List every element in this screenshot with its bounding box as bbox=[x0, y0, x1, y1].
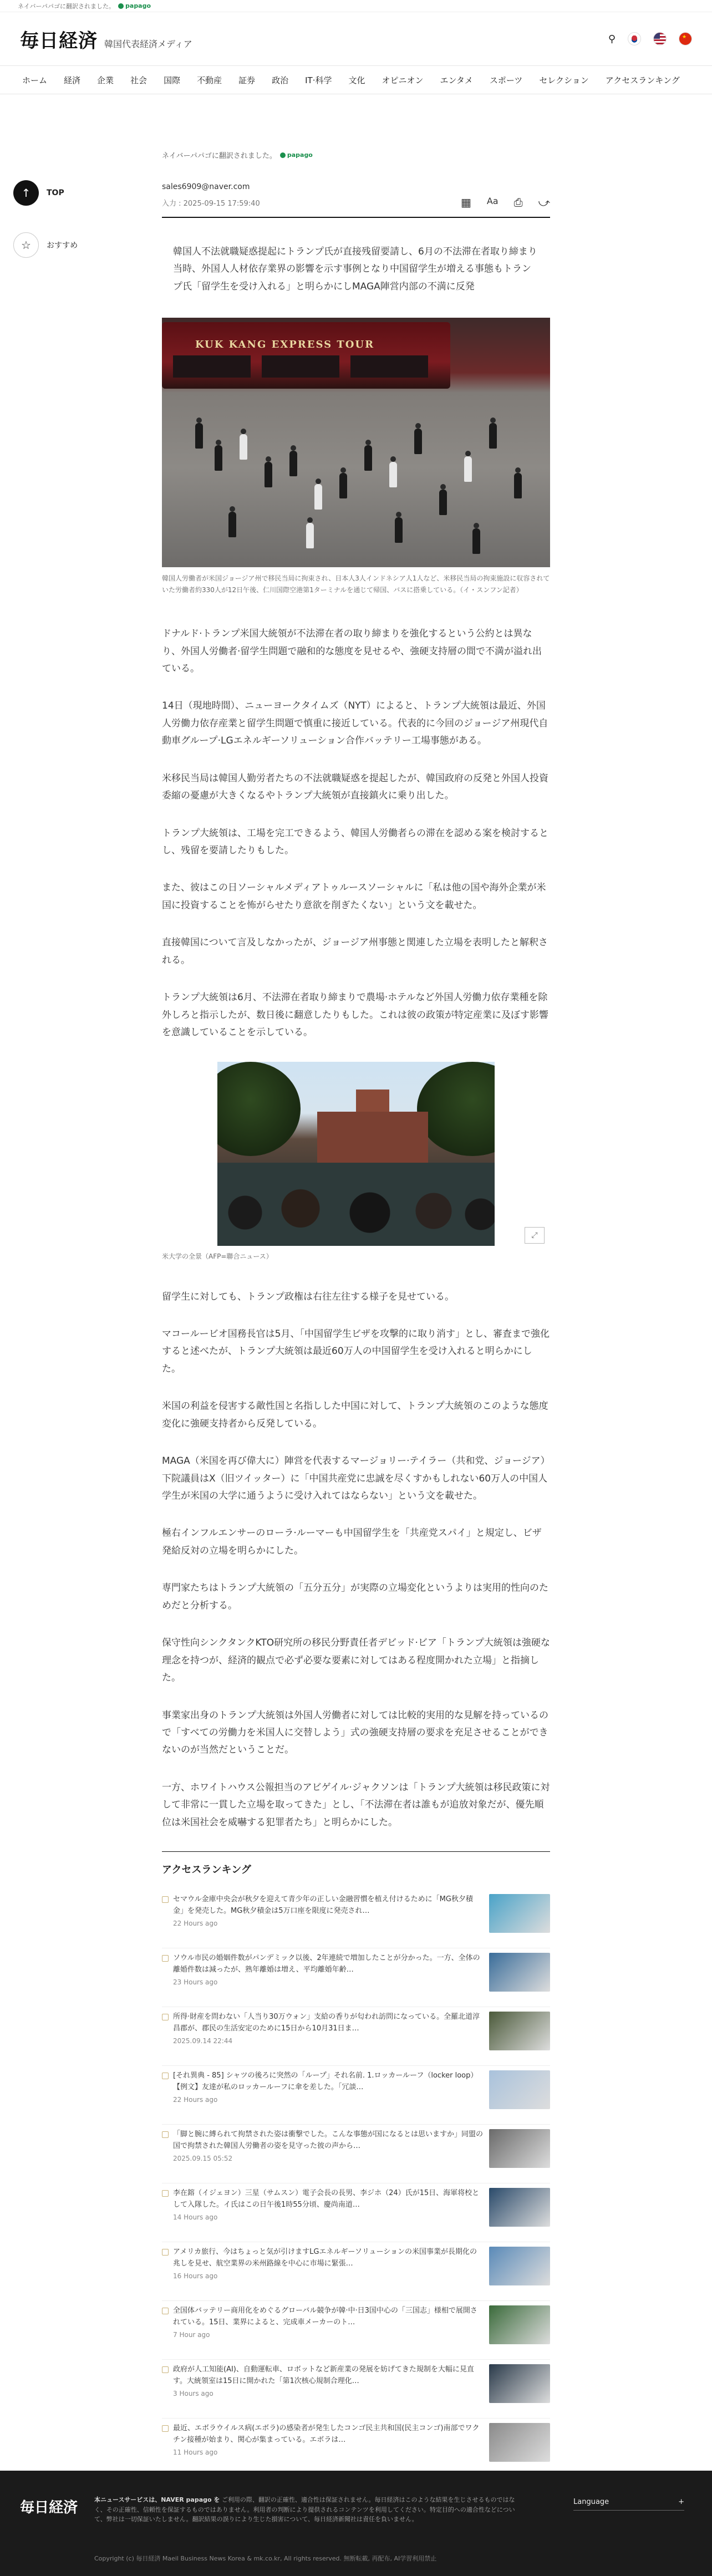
ranking-time: 14 Hours ago bbox=[173, 2213, 218, 2221]
rank-marker-icon bbox=[162, 2131, 169, 2138]
ranking-time: 11 Hours ago bbox=[173, 2448, 218, 2456]
logo-subtitle: 韓国代表経済メディア bbox=[104, 38, 192, 49]
search-icon[interactable]: ⚲ bbox=[608, 33, 616, 45]
access-ranking bbox=[162, 1851, 550, 2477]
papago-logo: papago bbox=[280, 151, 313, 159]
ranking-time: 2025.09.15 05:52 bbox=[173, 2154, 233, 2162]
star-icon[interactable]: ☆ bbox=[13, 232, 39, 258]
nav-item[interactable]: 国際 bbox=[164, 75, 181, 85]
article-paragraph: 事業家出身のトランプ大統領は外国人労働者に対しては比較的実用的な見解を持っているので「すべての労働力を米国人に交替しよう」式の強硬支持層の要求を充足させることができないのが当然だということだ。 bbox=[162, 1709, 548, 1756]
nav-item[interactable]: アクセスランキング bbox=[605, 75, 680, 85]
ranking-item-body[interactable] bbox=[162, 2364, 484, 2397]
article-paragraph: 直接韓国について言及しなかったが、ジョージア州事態と関連した立場を表明したと解釈される。 bbox=[162, 937, 548, 966]
ranking-thumbnail[interactable] bbox=[489, 2364, 550, 2403]
us-flag-icon[interactable] bbox=[653, 32, 667, 45]
ranking-item[interactable] bbox=[162, 2242, 550, 2301]
font-size-icon[interactable]: Aa bbox=[486, 196, 499, 206]
ranking-thumbnail[interactable] bbox=[489, 2129, 550, 2168]
ranking-headline[interactable]: アメリカ旅行、今はちょっと気が引けますLGエネルギーソリューションの米国事業が長期化の兆しを見せ、航空業界の米州路線を中心に市場に緊張… bbox=[173, 2248, 477, 2268]
ranking-item[interactable] bbox=[162, 2419, 550, 2477]
ranking-headline[interactable]: ソウル市民の婚姻件数がパンデミック以後、2年連続で増加したことが分かった。一方、全体の離婚件数は減ったが、熟年離婚は増え、平均離婚年齢… bbox=[173, 1954, 480, 1974]
ranking-item-body[interactable] bbox=[162, 2012, 484, 2045]
article-paragraph: 14日（現地時間）、ニューヨークタイムズ（NYT）によると、トランプ大統領は最近、外国人労働力依存産業と留学生問題で慎重に接近している。代表的に今回のジョージア州現代自動車グループ·LGエネルギーソリューション合作バッテリー工場事態がある。 bbox=[162, 700, 548, 747]
footer-body: ご利用の際、翻訳の正確性、適合性は保証されません。毎日経済はこのような結果を生じさせるものではなく、その正確性、信頼性を保証するものではありません。利用者の判断により提供されるコンテンツを利用してください。特定目的への適合性などについて、弊社は一切保証いたしません。翻訳結果の誤りにより生じた損害について、毎日経済新聞社は責任を負いません。 bbox=[94, 2496, 515, 2523]
site-logo[interactable] bbox=[20, 26, 192, 53]
article-photo-2 bbox=[217, 1062, 495, 1246]
ranking-headline[interactable]: 李在鎔（イジェヨン）三星（サムスン）電子会長の長男、李ジホ（24）氏が15日、海軍将校として入隊した。イ氏はこの日午後1時55分頃、慶尚南道… bbox=[173, 2189, 480, 2209]
article-paragraph: ドナルド·トランプ米国大統領が不法滞在者の取り締まりを強化するという公約とは異なり、外国人労働者·留学生問題で融和的な態度を見せるや、強硬支持層の間で不満が溢れ出ている。 bbox=[162, 628, 542, 674]
rank-marker-icon bbox=[162, 2014, 169, 2020]
main-nav bbox=[0, 65, 712, 94]
bus-image bbox=[162, 322, 450, 389]
article-paragraph: 保守性向シンクタンクKTO研究所の移民分野責任者デビッド·ビア「トランプ大統領は強硬な理念を持つが、経済的観点で必ず必要な要素に対してはある程度開かれた立場」と指摘した。 bbox=[162, 1637, 550, 1684]
ranking-thumbnail[interactable] bbox=[489, 2188, 550, 2227]
page-body bbox=[0, 94, 712, 2565]
nav-item[interactable]: 経済 bbox=[64, 75, 81, 85]
article-paragraph: 米国の利益を侵害する敵性国と名指しした中国に対して、トランプ大統領のこのような態度変化に強硬支持者から反発している。 bbox=[162, 1401, 548, 1429]
ranking-item-body[interactable] bbox=[162, 1894, 484, 1927]
article-paragraph: マコールービオ国務長官は5月、「中国留学生ビザを攻撃的に取り消す」とし、審査まで強化すると述べたが、トランプ大統領は最近60万人の中国留学生を受け入れると明らかにした。 bbox=[162, 1328, 550, 1374]
print-icon[interactable]: ⎙ bbox=[513, 196, 523, 209]
photo-1-caption: 韓国人労働者が米国ジョージア州で移民当局に拘束され、日本人3人インドネシア人1人など、米移民当局の拘束施設に収容されていた労働者約330人が12日午後、仁川国際空港第1ターミナルを通じて帰国、バスに搭乗している。（イ・スンフン記者） bbox=[162, 574, 550, 594]
nav-item[interactable]: 政治 bbox=[272, 75, 289, 85]
byline[interactable]: sales6909@naver.com bbox=[162, 182, 250, 191]
article-paragraph: 専門家たちはトランプ大統領の「五分五分」が実際の立場変化というよりは実用的性向のためだと分析する。 bbox=[162, 1582, 548, 1611]
article-body-2 bbox=[162, 1289, 550, 1832]
rank-marker-icon bbox=[162, 2366, 169, 2373]
ranking-item[interactable] bbox=[162, 2066, 550, 2125]
ranking-item[interactable] bbox=[162, 2007, 550, 2066]
ranking-time: 2025.09.14 22:44 bbox=[173, 2037, 233, 2045]
article-paragraph: トランプ大統領は6月、不法滞在者取り締まりで農場·ホテルなど外国人労働力依存業種を除外しろと指示したが、数日後に翻意したりもした。これは彼の政策が特定産業に及ぼす影響を意識していることを示している。 bbox=[162, 992, 548, 1038]
top-button[interactable] bbox=[13, 180, 80, 206]
top-label: TOP bbox=[47, 189, 64, 197]
ranking-item[interactable] bbox=[162, 1890, 550, 1948]
article-photo-1 bbox=[162, 318, 550, 567]
rank-marker-icon bbox=[162, 2425, 169, 2432]
ranking-item[interactable] bbox=[162, 2301, 550, 2360]
article-tools bbox=[461, 196, 550, 209]
rank-marker-icon bbox=[162, 1955, 169, 1962]
ranking-headline[interactable]: 全国体バッテリー商用化をめぐるグローバル競争が韓·中·日3国中心の「三国志」様相で展開されている。15日、業界によると、完成車メーカーのト… bbox=[173, 2307, 477, 2326]
ranking-headline[interactable]: [それ異典 - 85] シャツの後ろに突然の「ループ」それ名前. 1.ロッカールーフ（locker loop）【例文】友達が私のロッカールーフに傘を差した。「冗談… bbox=[173, 2071, 478, 2091]
site-footer bbox=[0, 2471, 712, 2576]
china-flag-icon[interactable] bbox=[679, 32, 692, 45]
article-paragraph: 一方、ホワイトハウス公報担当のアビゲイル·ジャクソンは「トランプ大統領は移民政策に対して非常に一貫した立場を取ってきた」とし、「不法滞在者は誰もが追放対象だが、優先順位は米国社会を威嚇する犯罪者たち」と明らかにした。 bbox=[162, 1781, 550, 1828]
rank-marker-icon bbox=[162, 2073, 169, 2079]
ranking-thumbnail[interactable] bbox=[489, 2423, 550, 2462]
ranking-item[interactable] bbox=[162, 1948, 550, 2007]
recommend-button[interactable] bbox=[13, 232, 80, 258]
article-paragraph: 極右インフルエンサーのローラ·ルーマーも中国留学生を「共産党スパイ」と規定し、ビザ発給反対の立場を明らかにした。 bbox=[162, 1528, 542, 1556]
nav-item[interactable]: IT·科学 bbox=[305, 75, 332, 85]
ranking-item-body[interactable] bbox=[162, 1953, 484, 1986]
ranking-time: 7 Hour ago bbox=[173, 2330, 210, 2339]
copyright: Copyright (c) 毎日経済 Maeil Business News Korea & mk.co.kr, All rights reserved. 無断転載, 再配布, AI学習利用禁止 bbox=[94, 2555, 437, 2562]
arrow-up-icon[interactable]: ↑ bbox=[13, 180, 39, 206]
ranking-item[interactable] bbox=[162, 2125, 550, 2183]
rank-marker-icon bbox=[162, 2249, 169, 2256]
footer-lead: 本ニュースサービスは、NAVER papago を bbox=[94, 2496, 220, 2503]
rank-marker-icon bbox=[162, 2308, 169, 2314]
nav-item[interactable]: 企業 bbox=[97, 75, 114, 85]
ranking-thumbnail[interactable] bbox=[489, 2012, 550, 2050]
logo-text[interactable]: 毎日経済 bbox=[20, 29, 98, 52]
article-paragraph: 留学生に対しても、トランプ政権は右往左往する様子を見せている。 bbox=[162, 1291, 454, 1302]
ranking-time: 22 Hours ago bbox=[173, 2095, 218, 2104]
ranking-time: 16 Hours ago bbox=[173, 2272, 218, 2280]
ranking-item-body[interactable] bbox=[162, 2070, 484, 2104]
nav-item[interactable]: ホーム bbox=[22, 75, 48, 85]
publish-date: 入力 : 2025-09-15 17:59:40 bbox=[162, 199, 260, 208]
header-actions bbox=[608, 32, 692, 45]
nav-item[interactable]: スポーツ bbox=[489, 75, 523, 85]
article-paragraph: 米移民当局は韓国人勤労者たちの不法就職疑惑を提起したが、韓国政府の反発と外国人投資委縮の憂慮が大きくなるやトランプ大統領が直接鎮火に乗り出した。 bbox=[162, 772, 548, 802]
translation-topbar bbox=[0, 0, 712, 12]
ranking-thumbnail[interactable] bbox=[489, 2305, 550, 2344]
ranking-item-body[interactable] bbox=[162, 2423, 484, 2456]
ranking-thumbnail[interactable] bbox=[489, 2070, 550, 2109]
footer-logo[interactable]: 毎日経済 bbox=[20, 2499, 78, 2516]
article-paragraph: また、彼はこの日ソーシャルメディアトゥルースソーシャルに「私は他の国や海外企業が米国に投資することを怖がらせたり意欲を削ぎたくない」という文を載せた。 bbox=[162, 882, 546, 911]
ranking-time: 3 Hours ago bbox=[173, 2389, 213, 2397]
nav-item[interactable]: セレクション bbox=[539, 75, 589, 85]
nav-item[interactable]: 社会 bbox=[130, 75, 148, 85]
article-paragraph: MAGA（米国を再び偉大に）陣営を代表するマージョリー·テイラー（共和党、ジョージア）下院議員はX（旧ツイッター）に「中国共産党に忠誠を尽くすかもしれない60万人の中国人学生が米国の大学に通うように受け入れてはならない」という文を載せた。 bbox=[162, 1455, 550, 1502]
article-body-1 bbox=[162, 625, 550, 1041]
language-select[interactable] bbox=[573, 2494, 684, 2511]
article-translate-note: ネイバーパパゴに翻訳されました。 papago bbox=[162, 151, 313, 160]
nav-item[interactable]: 文化 bbox=[348, 75, 365, 85]
rank-marker-icon bbox=[162, 1896, 169, 1903]
ranking-time: 23 Hours ago bbox=[173, 1978, 218, 1986]
rank-marker-icon bbox=[162, 2190, 169, 2197]
translate-note: ネイバーパパゴに翻訳されました。 bbox=[18, 2, 115, 10]
article-paragraph: トランプ大統領は、工場を完工できるよう、韓国人労働者らの滞在を認める案を検討するとし、残留を要請したりもした。 bbox=[162, 827, 548, 857]
language-label: Language bbox=[573, 2498, 609, 2506]
recommend-label: おすすめ bbox=[47, 241, 78, 250]
article-lead: 韓国人不法就職疑惑提起にトランプ氏が直接残留要請し、6月の不法滞在者取り締まり当時、外国人人材依存業界の影響を示す事例となり中国留学生が増える事態もトランプ氏「留学生を受け入れる」と明らかにしMAGA陣営内部の不満に反発 bbox=[173, 246, 537, 292]
ranking-item-body[interactable] bbox=[162, 2188, 484, 2221]
photo-2-caption: 米大学の全景（AFP=聯合ニュース） bbox=[162, 1252, 273, 1260]
ranking-item-body[interactable] bbox=[162, 2305, 484, 2339]
article-meta bbox=[162, 196, 550, 218]
translate-icon[interactable]: ▦ bbox=[460, 196, 471, 209]
ranking-thumbnail[interactable] bbox=[489, 2247, 550, 2285]
papago-icon bbox=[280, 152, 286, 158]
ranking-item[interactable] bbox=[162, 2360, 550, 2419]
ranking-thumbnail[interactable] bbox=[489, 1953, 550, 1992]
plus-icon[interactable]: + bbox=[678, 2498, 684, 2506]
footer-disclaimer bbox=[94, 2495, 516, 2524]
ranking-headline[interactable]: 「脚と腕に縛られて拘禁された姿は衝撃でした。こんな事態が国になるとは思いますか」同盟の国で拘禁された韓国人労働者の姿を見守った彼の声から… bbox=[173, 2130, 484, 2150]
papago-logo: papago bbox=[118, 2, 151, 9]
ranking-headline[interactable]: 最近、エボラウイルス病(エボラ)の感染者が発生したコンゴ民主共和国(民主コンゴ)南部でワクチン接種が始まり、関心が集まっている。エボラは… bbox=[173, 2424, 480, 2444]
site-header bbox=[0, 12, 712, 65]
article bbox=[162, 94, 550, 2477]
korean-flag-icon[interactable] bbox=[628, 32, 641, 45]
ranking-headline[interactable]: 所得·財産を問わない「人当り30万ウォン」支給の香りが匂われ訪問になっている。全羅北道淳昌郡が、郡民の生活安定のために15日から10月31日ま… bbox=[173, 2013, 480, 2033]
article-photo-2-wrap bbox=[162, 1062, 550, 1246]
ranking-time: 22 Hours ago bbox=[173, 1919, 218, 1927]
ranking-list bbox=[162, 1890, 550, 2477]
bus-lettering: KUK KANG EXPRESS TOUR bbox=[195, 339, 375, 351]
ranking-headline[interactable]: セマウル金庫中央会が秋夕を迎えて青少年の正しい金融習慣を植え付けるために「MG秋夕積金」を発売した。MG秋夕積金は5万口座を限度に発売され… bbox=[173, 1895, 473, 1915]
side-actions bbox=[13, 180, 80, 284]
nav-item[interactable]: エンタメ bbox=[440, 75, 473, 85]
papago-icon bbox=[118, 3, 124, 9]
share-icon[interactable]: ⤻ bbox=[538, 196, 550, 209]
ranking-item[interactable] bbox=[162, 2183, 550, 2242]
nav-item[interactable]: オピニオン bbox=[382, 75, 424, 85]
ranking-headline[interactable]: 政府が人工知能(AI)、自動運転車、ロボットなど新産業の発展を妨げてきた規制を大幅に見直す。大統領室は15日に開かれた「第1次核心規制合理化… bbox=[173, 2365, 474, 2385]
expand-icon[interactable]: ⤢ bbox=[525, 1227, 545, 1244]
nav-item[interactable]: 不動産 bbox=[197, 75, 222, 85]
ranking-item-body[interactable] bbox=[162, 2129, 484, 2162]
nav-item[interactable]: 証券 bbox=[238, 75, 256, 85]
ranking-title: アクセスランキング bbox=[162, 1864, 251, 1876]
ranking-thumbnail[interactable] bbox=[489, 1894, 550, 1933]
ranking-item-body[interactable] bbox=[162, 2247, 484, 2280]
